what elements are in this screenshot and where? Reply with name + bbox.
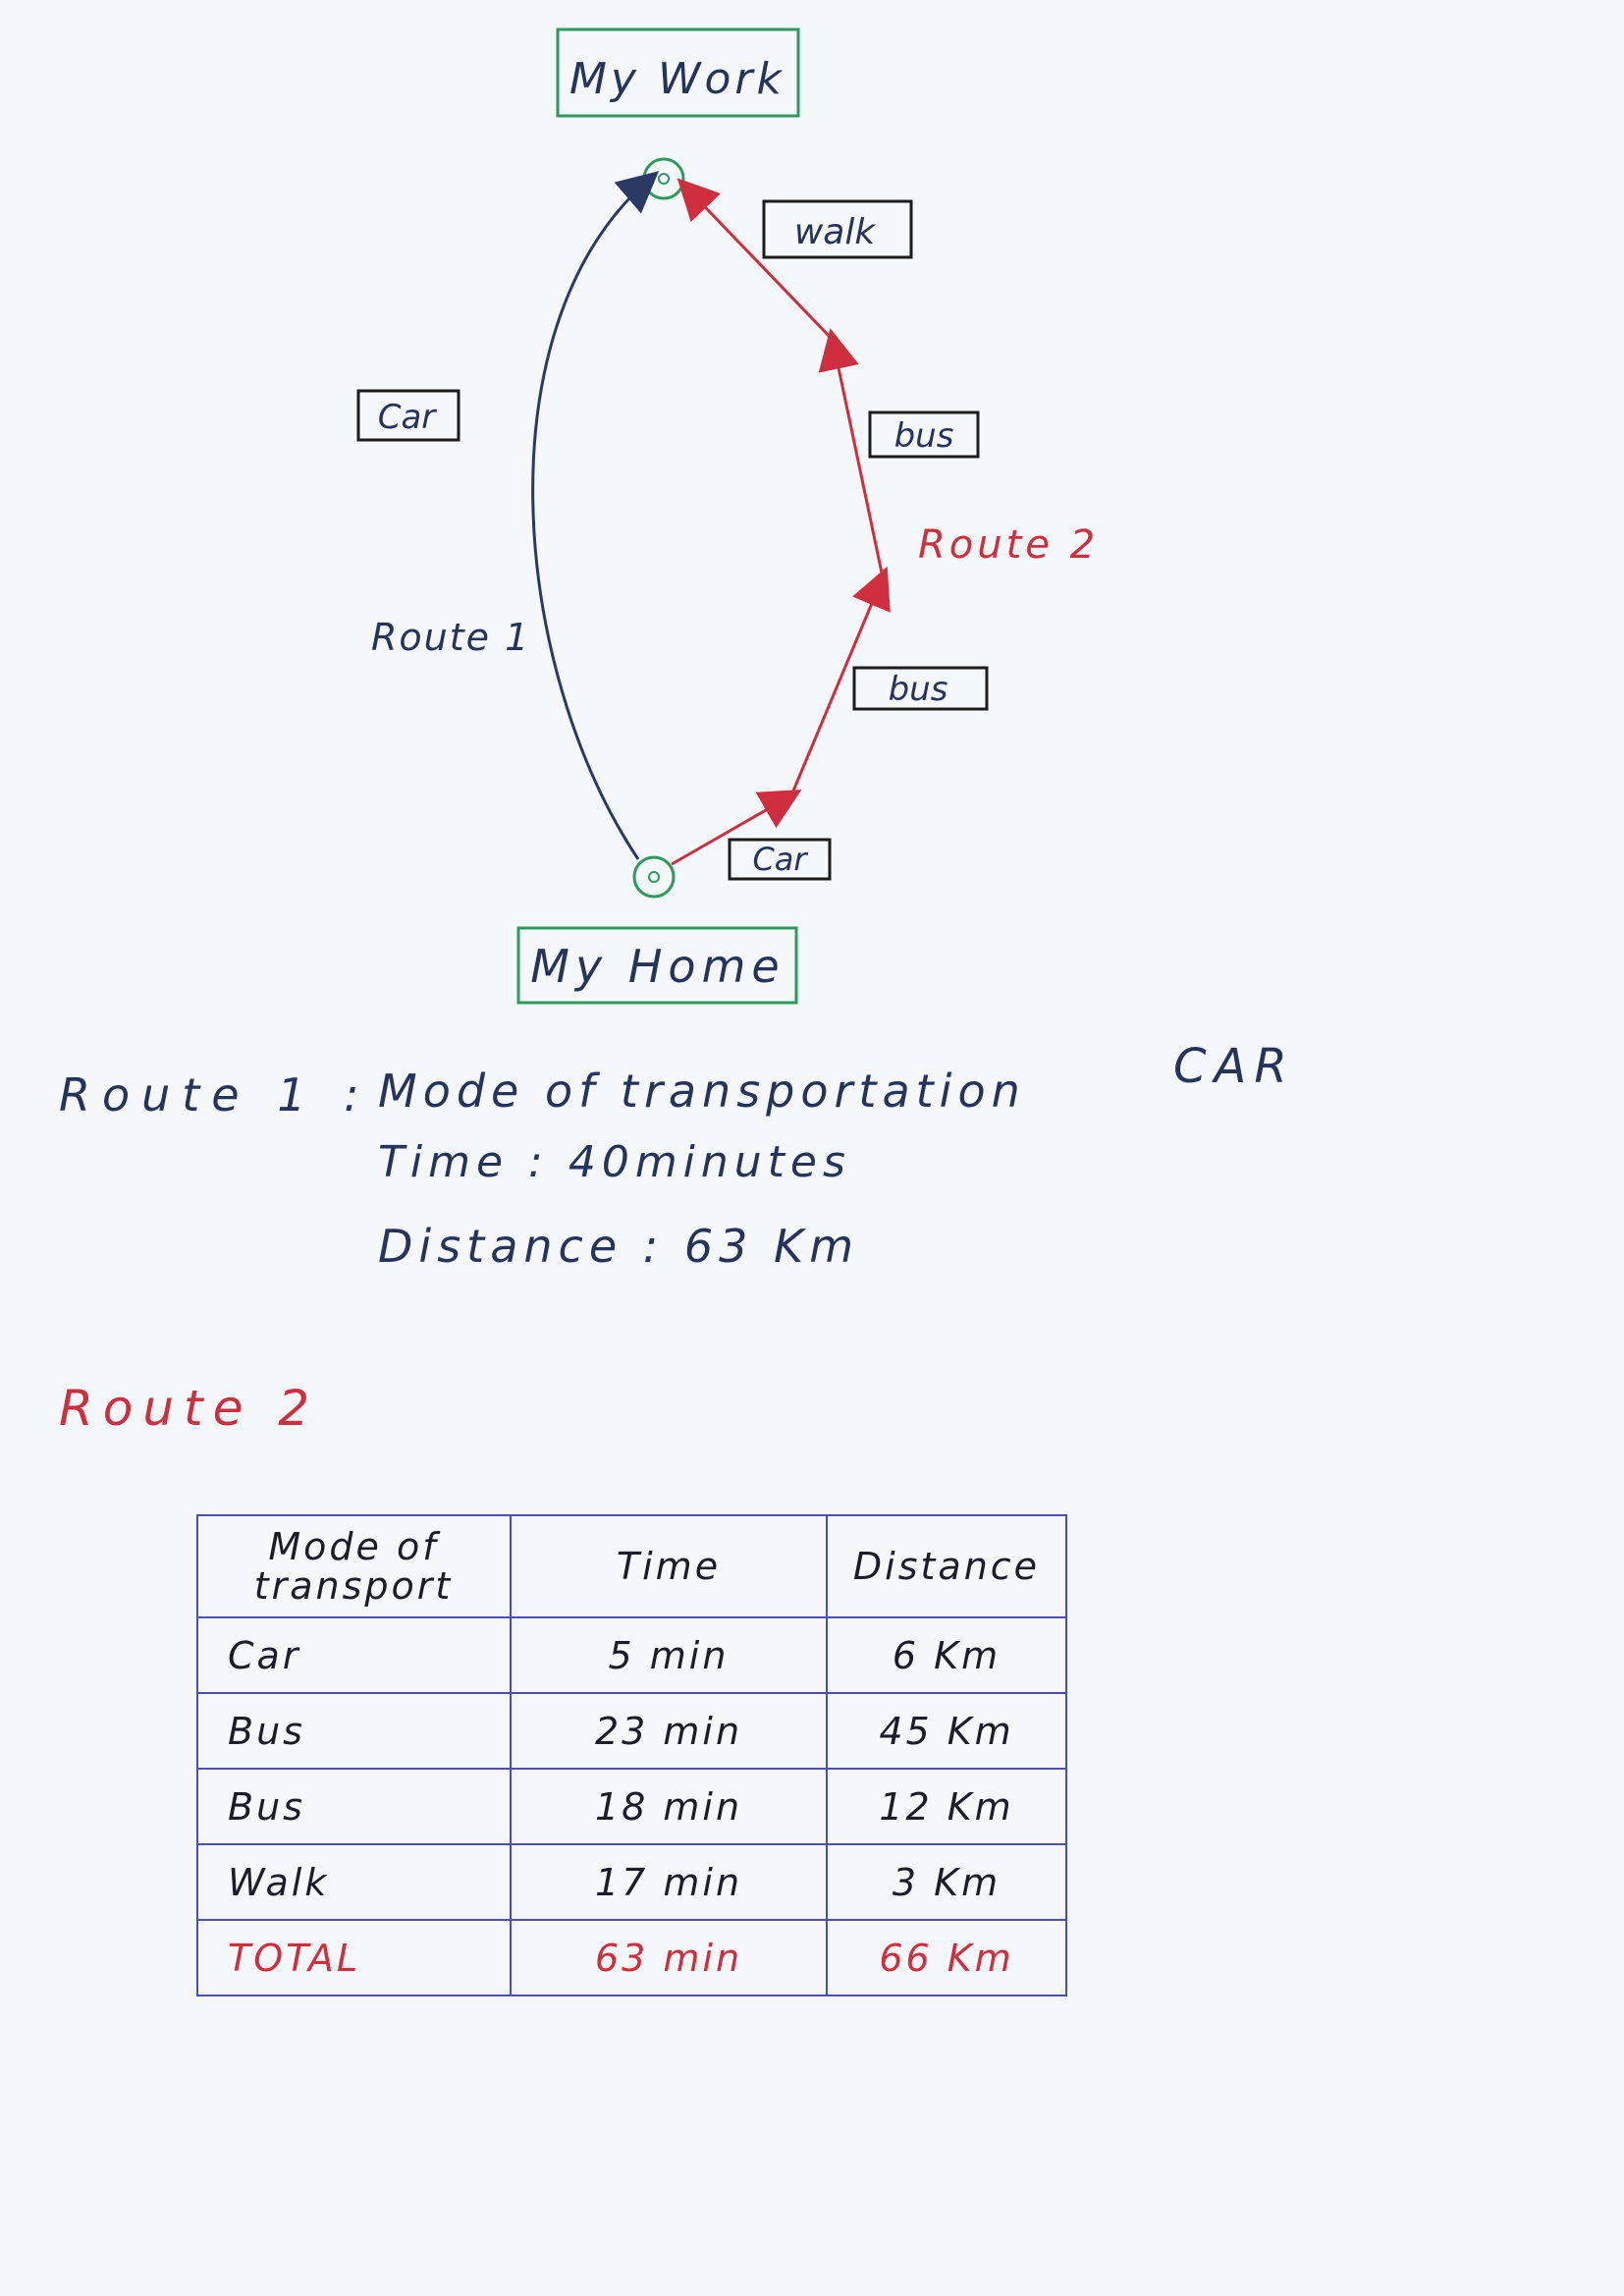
route2-walk-label: walk [793, 212, 876, 252]
cell-mode: Walk [197, 1844, 511, 1920]
route1-time-text: Time : 40minutes [378, 1137, 851, 1187]
route2-table [196, 1514, 1067, 1996]
table-row [197, 1693, 1066, 1769]
route2-bus1-label: bus [888, 670, 948, 709]
total-label: TOTAL [197, 1920, 511, 1995]
cell-distance: 45 Km [827, 1693, 1066, 1769]
cell-mode: Bus [197, 1693, 511, 1769]
route2-path [672, 187, 883, 864]
cell-distance: 6 Km [827, 1617, 1066, 1693]
cell-time: 23 min [511, 1693, 827, 1769]
total-time: 63 min [511, 1920, 827, 1995]
route2-walk-box [764, 201, 911, 257]
home-node [634, 857, 674, 897]
route1-path [533, 179, 650, 859]
work-box [558, 29, 798, 116]
route1-mode-text: Mode of transportation [378, 1065, 1026, 1118]
route1-car-label: Car [377, 398, 436, 437]
home-label: My Home [530, 940, 785, 993]
route2-car-box [730, 840, 830, 879]
route1-mode-value: CAR [1173, 1039, 1295, 1094]
cell-time: 5 min [511, 1617, 827, 1693]
header-distance: Distance [827, 1515, 1066, 1617]
total-distance: 66 Km [827, 1920, 1066, 1995]
table-row [197, 1844, 1066, 1920]
header-time: Time [511, 1515, 827, 1617]
route2-car-label: Car [752, 841, 807, 878]
table-row [197, 1769, 1066, 1844]
table-total-row [197, 1920, 1066, 1995]
route1-summary-title: Route 1 : [59, 1068, 371, 1121]
table-header-row [197, 1515, 1066, 1617]
cell-distance: 3 Km [827, 1844, 1066, 1920]
route1-label: Route 1 [371, 616, 531, 659]
table-row [197, 1617, 1066, 1693]
route2-bus1-box [854, 668, 987, 709]
header-mode: Mode of transport [197, 1515, 511, 1617]
cell-mode: Car [197, 1617, 511, 1693]
route2-bus2-box [870, 412, 978, 457]
home-box [518, 928, 796, 1003]
route-diagram [0, 0, 1624, 1080]
route2-table-title: Route 2 [59, 1380, 320, 1437]
work-label: My Work [569, 54, 785, 104]
route2-bus2-label: bus [893, 416, 954, 456]
route2-label: Route 2 [918, 522, 1100, 568]
cell-time: 17 min [511, 1844, 827, 1920]
route1-distance-text: Distance : 63 Km [378, 1220, 860, 1273]
cell-mode: Bus [197, 1769, 511, 1844]
cell-time: 18 min [511, 1769, 827, 1844]
cell-distance: 12 Km [827, 1769, 1066, 1844]
route1-car-box [358, 391, 459, 440]
